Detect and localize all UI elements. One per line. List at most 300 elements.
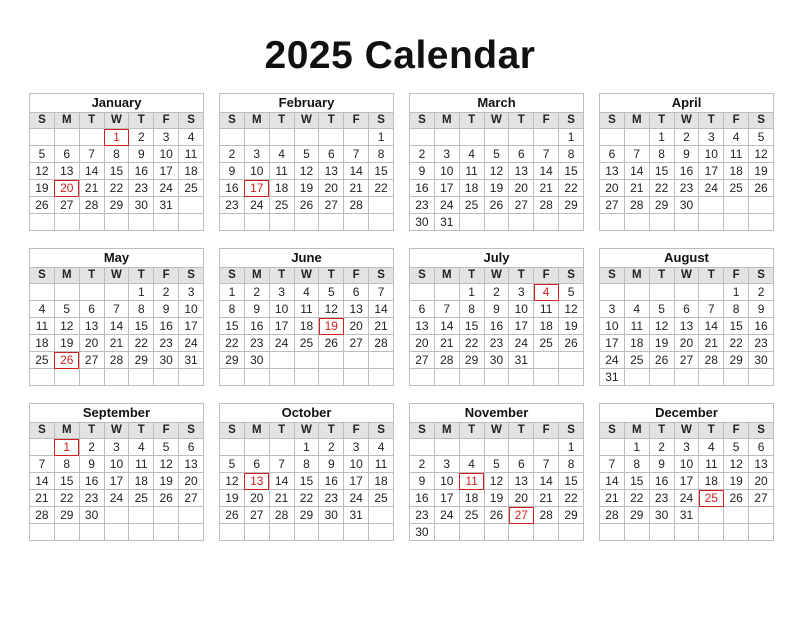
day-cell: 22: [459, 335, 484, 352]
day-cell: 28: [600, 507, 625, 524]
day-cell: 16: [244, 318, 269, 335]
empty-cell: [220, 369, 245, 386]
day-cell: 12: [484, 473, 509, 490]
day-cell: 20: [600, 180, 625, 197]
month-name: November: [410, 404, 584, 423]
weekday-header: S: [220, 423, 245, 439]
day-cell: 19: [484, 180, 509, 197]
day-cell: 18: [294, 318, 319, 335]
day-cell: 25: [459, 507, 484, 524]
day-cell: 4: [129, 439, 154, 456]
week-row: [410, 214, 584, 231]
empty-cell: [220, 214, 245, 231]
day-cell: 20: [244, 490, 269, 507]
day-cell: 16: [410, 180, 435, 197]
day-cell: 5: [749, 129, 774, 146]
day-cell: 1: [220, 284, 245, 301]
empty-cell: [699, 197, 724, 214]
empty-cell: [104, 284, 129, 301]
day-cell: 8: [220, 301, 245, 318]
week-row: [600, 197, 774, 214]
day-cell: 21: [434, 335, 459, 352]
empty-cell: [600, 284, 625, 301]
day-cell: 19: [484, 490, 509, 507]
empty-cell: [344, 369, 369, 386]
day-cell: 12: [559, 301, 584, 318]
day-cell: 17: [600, 335, 625, 352]
empty-cell: [244, 524, 269, 541]
weekday-header: S: [179, 268, 204, 284]
empty-cell: [434, 439, 459, 456]
weekday-header: F: [724, 268, 749, 284]
day-cell: 1: [294, 439, 319, 456]
day-cell-highlighted: 11: [459, 473, 484, 490]
empty-cell: [179, 214, 204, 231]
day-cell: 10: [179, 301, 204, 318]
empty-cell: [30, 129, 55, 146]
weekday-header: S: [30, 113, 55, 129]
empty-cell: [624, 524, 649, 541]
week-row: [30, 439, 204, 456]
day-cell: 8: [624, 456, 649, 473]
day-cell: 26: [484, 507, 509, 524]
empty-cell: [30, 369, 55, 386]
day-cell: 30: [649, 507, 674, 524]
day-cell: 23: [244, 335, 269, 352]
weekday-header: T: [319, 423, 344, 439]
day-cell: 4: [294, 284, 319, 301]
month-name: June: [220, 249, 394, 268]
month-table: [599, 403, 774, 541]
empty-cell: [104, 369, 129, 386]
day-cell-highlighted: 26: [54, 352, 79, 369]
day-cell: 5: [484, 456, 509, 473]
empty-cell: [30, 524, 55, 541]
day-cell: 24: [674, 490, 699, 507]
day-cell: 19: [294, 180, 319, 197]
day-cell: 10: [600, 318, 625, 335]
day-cell: 30: [154, 352, 179, 369]
empty-cell: [559, 369, 584, 386]
month-december: [599, 403, 774, 556]
weekday-header: S: [30, 268, 55, 284]
week-row: [220, 163, 394, 180]
weekday-header: T: [79, 268, 104, 284]
day-cell: 14: [369, 301, 394, 318]
empty-cell: [534, 369, 559, 386]
day-cell: 5: [154, 439, 179, 456]
week-row: [220, 318, 394, 335]
weekday-header: M: [54, 423, 79, 439]
day-cell: 5: [484, 146, 509, 163]
empty-cell: [649, 284, 674, 301]
day-cell: 4: [369, 439, 394, 456]
day-cell: 27: [244, 507, 269, 524]
weekday-header: M: [434, 113, 459, 129]
day-cell: 31: [509, 352, 534, 369]
day-cell: 13: [79, 318, 104, 335]
day-cell: 27: [600, 197, 625, 214]
day-cell: 1: [559, 439, 584, 456]
weekday-header: M: [624, 423, 649, 439]
empty-cell: [459, 129, 484, 146]
day-cell: 6: [509, 146, 534, 163]
empty-cell: [319, 129, 344, 146]
week-row: [220, 473, 394, 490]
day-cell: 4: [179, 129, 204, 146]
empty-cell: [269, 524, 294, 541]
empty-cell: [244, 214, 269, 231]
month-name: April: [600, 94, 774, 113]
weekday-header: S: [179, 423, 204, 439]
weekday-header: T: [699, 268, 724, 284]
day-cell: 7: [30, 456, 55, 473]
day-cell: 1: [624, 439, 649, 456]
empty-cell: [434, 369, 459, 386]
day-cell: 11: [129, 456, 154, 473]
empty-cell: [559, 214, 584, 231]
empty-cell: [179, 507, 204, 524]
day-cell: 7: [434, 301, 459, 318]
day-cell: 22: [54, 490, 79, 507]
day-cell: 25: [534, 335, 559, 352]
weekday-header: S: [369, 113, 394, 129]
day-cell: 21: [624, 180, 649, 197]
empty-cell: [624, 214, 649, 231]
weekday-header: S: [179, 113, 204, 129]
empty-cell: [699, 369, 724, 386]
day-cell: 26: [30, 197, 55, 214]
weekday-header: M: [434, 268, 459, 284]
empty-cell: [484, 439, 509, 456]
day-cell-highlighted: 25: [699, 490, 724, 507]
weekday-header: S: [220, 268, 245, 284]
day-cell: 23: [129, 180, 154, 197]
empty-cell: [674, 214, 699, 231]
empty-cell: [244, 129, 269, 146]
day-cell: 26: [484, 197, 509, 214]
day-cell: 27: [319, 197, 344, 214]
empty-cell: [344, 129, 369, 146]
day-cell: 21: [534, 180, 559, 197]
day-cell: 7: [269, 456, 294, 473]
empty-cell: [674, 369, 699, 386]
day-cell: 22: [559, 180, 584, 197]
day-cell: 15: [294, 473, 319, 490]
empty-cell: [79, 524, 104, 541]
day-cell: 14: [344, 163, 369, 180]
empty-cell: [79, 214, 104, 231]
day-cell: 25: [179, 180, 204, 197]
day-cell: 21: [104, 335, 129, 352]
day-cell: 11: [624, 318, 649, 335]
week-row: [600, 352, 774, 369]
month-name: May: [30, 249, 204, 268]
weekday-header: T: [649, 268, 674, 284]
week-row: [600, 439, 774, 456]
day-cell: 29: [54, 507, 79, 524]
day-cell-highlighted: 19: [319, 318, 344, 335]
day-cell: 22: [220, 335, 245, 352]
month-name: January: [30, 94, 204, 113]
week-row: [410, 473, 584, 490]
weekday-header: M: [244, 423, 269, 439]
empty-cell: [699, 214, 724, 231]
week-row: [410, 284, 584, 301]
day-cell: 26: [319, 335, 344, 352]
weekday-header: S: [749, 268, 774, 284]
day-cell: 5: [54, 301, 79, 318]
weekday-header: T: [129, 423, 154, 439]
empty-cell: [220, 129, 245, 146]
day-cell: 24: [434, 197, 459, 214]
day-cell: 17: [509, 318, 534, 335]
day-cell: 4: [30, 301, 55, 318]
month-september: [29, 403, 204, 556]
day-cell: 8: [649, 146, 674, 163]
day-cell: 27: [344, 335, 369, 352]
empty-cell: [294, 369, 319, 386]
day-cell: 17: [434, 490, 459, 507]
day-cell: 28: [434, 352, 459, 369]
day-cell: 17: [104, 473, 129, 490]
month-april: [599, 93, 774, 246]
month-june: [219, 248, 394, 401]
day-cell: 6: [749, 439, 774, 456]
day-cell: 13: [54, 163, 79, 180]
week-row: [600, 335, 774, 352]
empty-cell: [724, 369, 749, 386]
day-cell: 15: [624, 473, 649, 490]
day-cell: 18: [269, 180, 294, 197]
month-name: February: [220, 94, 394, 113]
day-cell: 7: [369, 284, 394, 301]
empty-cell: [459, 214, 484, 231]
empty-cell: [484, 129, 509, 146]
day-cell: 20: [509, 180, 534, 197]
day-cell: 28: [344, 197, 369, 214]
empty-cell: [154, 214, 179, 231]
day-cell: 9: [220, 163, 245, 180]
day-cell: 19: [154, 473, 179, 490]
weekday-header: W: [484, 113, 509, 129]
day-cell: 6: [79, 301, 104, 318]
day-cell: 16: [674, 163, 699, 180]
day-cell: 4: [724, 129, 749, 146]
day-cell: 31: [434, 214, 459, 231]
day-cell: 18: [459, 180, 484, 197]
day-cell: 2: [79, 439, 104, 456]
empty-cell: [79, 369, 104, 386]
day-cell: 24: [244, 197, 269, 214]
empty-cell: [484, 524, 509, 541]
day-cell: 17: [344, 473, 369, 490]
week-row: [30, 129, 204, 146]
day-cell: 23: [749, 335, 774, 352]
week-row: [410, 129, 584, 146]
day-cell: 30: [129, 197, 154, 214]
month-november: [409, 403, 584, 556]
day-cell: 10: [674, 456, 699, 473]
day-cell: 24: [344, 490, 369, 507]
day-cell: 14: [269, 473, 294, 490]
day-cell: 12: [724, 456, 749, 473]
empty-cell: [410, 284, 435, 301]
day-cell: 9: [410, 163, 435, 180]
day-cell: 15: [724, 318, 749, 335]
day-cell: 24: [434, 507, 459, 524]
empty-cell: [104, 507, 129, 524]
empty-cell: [369, 352, 394, 369]
day-cell: 22: [104, 180, 129, 197]
empty-cell: [624, 129, 649, 146]
empty-cell: [154, 507, 179, 524]
month-march: [409, 93, 584, 246]
day-cell: 22: [559, 490, 584, 507]
week-row: [220, 197, 394, 214]
day-cell: 28: [534, 507, 559, 524]
day-cell: 10: [244, 163, 269, 180]
day-cell: 6: [54, 146, 79, 163]
day-cell: 13: [344, 301, 369, 318]
day-cell: 10: [269, 301, 294, 318]
month-name: December: [600, 404, 774, 423]
day-cell: 23: [319, 490, 344, 507]
day-cell: 23: [649, 490, 674, 507]
day-cell: 27: [749, 490, 774, 507]
week-row: [600, 318, 774, 335]
empty-cell: [534, 439, 559, 456]
empty-cell: [624, 369, 649, 386]
day-cell: 16: [319, 473, 344, 490]
weekday-header: S: [600, 268, 625, 284]
day-cell: 15: [649, 163, 674, 180]
day-cell: 18: [624, 335, 649, 352]
day-cell: 20: [410, 335, 435, 352]
week-row: [30, 318, 204, 335]
day-cell: 1: [369, 129, 394, 146]
empty-cell: [319, 352, 344, 369]
weekday-header: F: [724, 113, 749, 129]
weekday-header: F: [344, 423, 369, 439]
week-row: [600, 507, 774, 524]
empty-cell: [54, 214, 79, 231]
day-cell: 27: [54, 197, 79, 214]
day-cell: 12: [319, 301, 344, 318]
month-name: July: [410, 249, 584, 268]
empty-cell: [179, 369, 204, 386]
day-cell: 29: [294, 507, 319, 524]
day-cell-highlighted: 1: [104, 129, 129, 146]
day-cell: 7: [600, 456, 625, 473]
day-cell: 6: [244, 456, 269, 473]
empty-cell: [369, 369, 394, 386]
day-cell: 26: [154, 490, 179, 507]
empty-cell: [509, 524, 534, 541]
day-cell: 29: [559, 507, 584, 524]
day-cell: 2: [220, 146, 245, 163]
weekday-header: W: [294, 423, 319, 439]
week-row: [30, 352, 204, 369]
weekday-header: T: [509, 113, 534, 129]
empty-cell: [244, 369, 269, 386]
week-row: [30, 180, 204, 197]
month-table: [219, 403, 394, 541]
day-cell: 17: [434, 180, 459, 197]
day-cell: 18: [724, 163, 749, 180]
week-row: [220, 284, 394, 301]
day-cell: 15: [369, 163, 394, 180]
day-cell: 30: [244, 352, 269, 369]
weekday-header: T: [319, 113, 344, 129]
weekday-header: S: [559, 113, 584, 129]
day-cell: 8: [559, 456, 584, 473]
weekday-header: M: [54, 113, 79, 129]
weekday-header: T: [129, 113, 154, 129]
day-cell: 9: [129, 146, 154, 163]
day-cell: 15: [129, 318, 154, 335]
day-cell: 12: [30, 163, 55, 180]
day-cell: 17: [269, 318, 294, 335]
week-row: [600, 301, 774, 318]
day-cell: 3: [434, 456, 459, 473]
day-cell: 13: [319, 163, 344, 180]
day-cell: 17: [674, 473, 699, 490]
empty-cell: [534, 214, 559, 231]
day-cell: 28: [79, 197, 104, 214]
day-cell: 9: [154, 301, 179, 318]
day-cell: 11: [294, 301, 319, 318]
week-row: [410, 507, 584, 524]
empty-cell: [749, 369, 774, 386]
week-row: [410, 439, 584, 456]
empty-cell: [509, 369, 534, 386]
day-cell: 9: [79, 456, 104, 473]
day-cell: 31: [179, 352, 204, 369]
day-cell: 28: [624, 197, 649, 214]
day-cell: 13: [674, 318, 699, 335]
weekday-header: S: [369, 268, 394, 284]
day-cell: 3: [434, 146, 459, 163]
empty-cell: [244, 439, 269, 456]
empty-cell: [600, 524, 625, 541]
day-cell: 18: [459, 490, 484, 507]
day-cell: 4: [624, 301, 649, 318]
day-cell: 21: [699, 335, 724, 352]
weekday-header: W: [104, 113, 129, 129]
day-cell: 1: [459, 284, 484, 301]
day-cell: 23: [484, 335, 509, 352]
weekday-header: F: [344, 268, 369, 284]
weekday-header: M: [54, 268, 79, 284]
day-cell: 2: [244, 284, 269, 301]
week-row: [220, 352, 394, 369]
day-cell: 4: [269, 146, 294, 163]
empty-cell: [179, 524, 204, 541]
day-cell: 20: [749, 473, 774, 490]
weekday-header: T: [459, 113, 484, 129]
weekday-header: W: [294, 113, 319, 129]
day-cell: 9: [244, 301, 269, 318]
day-cell: 13: [410, 318, 435, 335]
week-row: [410, 197, 584, 214]
week-row: [30, 490, 204, 507]
day-cell: 29: [459, 352, 484, 369]
day-cell: 3: [244, 146, 269, 163]
week-row: [600, 180, 774, 197]
day-cell: 24: [509, 335, 534, 352]
day-cell: 18: [699, 473, 724, 490]
